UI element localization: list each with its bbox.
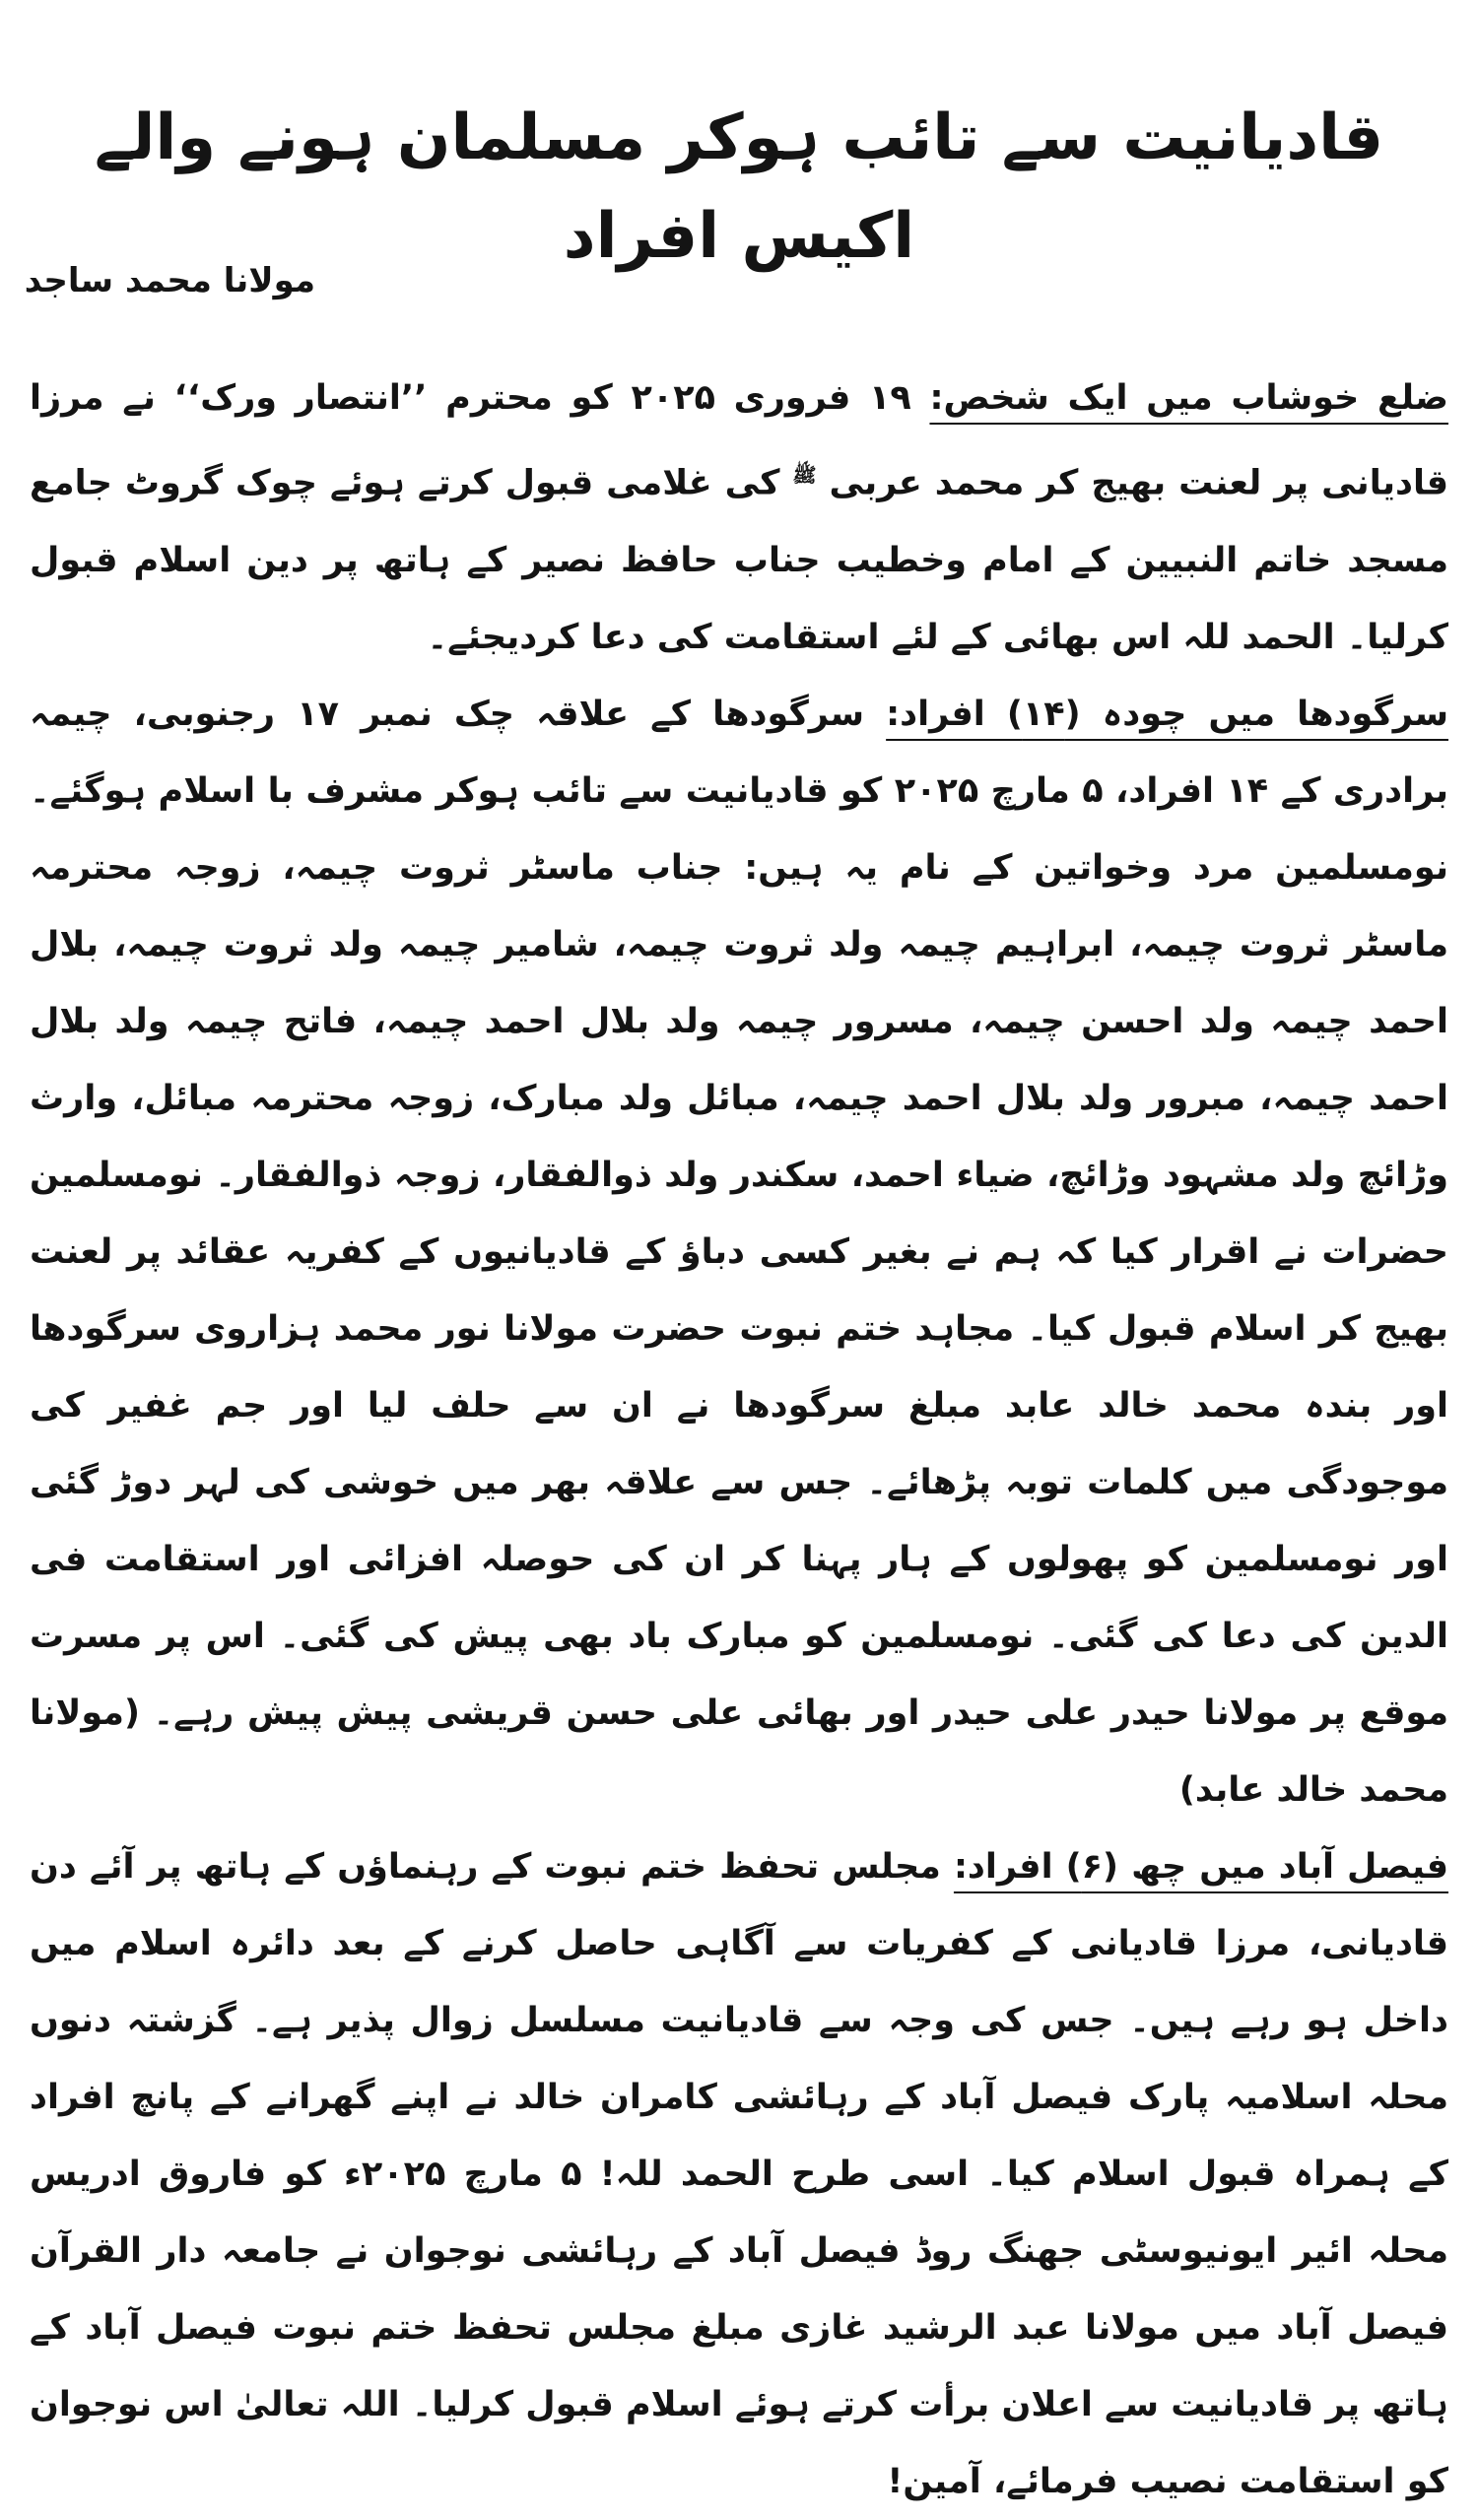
section-heading-khushab: ضلع خوشاب میں ایک شخص: [929,378,1448,418]
salawat-symbol: ﷺ [792,463,817,487]
section-heading-sargodha: سرگودھا میں چودہ (۱۴) افراد: [886,694,1448,734]
paragraph-text: ۱۹ فروری ۲۰۲۵ کو محترم ’’انتصار ورک‘‘ نے مرزا قادیانی پر لعنت بھیج کر محمد عربی [30,378,1448,503]
paragraph-text: کی غلامی قبول کرتے ہوئے چوک گروٹ جامع مسجد خاتم النبیین کے امام وخطیب جناب حافظ نصیر کے ہاتھ پر دین اسلام قبول کرلیا۔ الحمد للہ اس بھائی کے لئے استقامت کی دعا کردیجئے۔ [30,463,1448,657]
paragraph-sargodha [30,676,1448,1828]
paragraph-faisalabad [30,1828,1448,2520]
author-name: مولانا محمد ساجد [24,261,315,300]
section-heading-faisalabad: فیصل آباد میں چھ (۶) افراد: [953,1846,1448,1887]
paragraph-khushab [30,360,1448,676]
paragraph-text: مجلس تحفظ ختم نبوت کے رہنماؤں کے ہاتھ پر آئے دن قادیانی، مرزا قادیانی کے کفریات سے آگاہی حاصل کرنے کے بعد دائرہ اسلام میں داخل ہو رہے ہیں۔ جس کی وجہ سے قادیانیت مسلسل زوال پذیر ہے۔ گزشتہ دنوں محلہ اسلامیہ پارک فیصل آباد کے رہائشی کامران خالد نے اپنے گھرانے کے پانچ افراد کے ہمراہ قبول اسلام کیا۔ اسی طرح الحمد للہ! ۵ مارچ ۲۰۲۵ء کو فاروق ادریس محلہ ائیر ایونیوسٹی جھنگ روڈ فیصل آباد کے رہائشی نوجوان نے جامعہ دار القرآن فیصل آباد میں مولانا عبد الرشید غازی مبلغ مجلس تحفظ ختم نبوت فیصل آباد کے ہاتھ پر قادیانیت سے اعلان برأت کرتے ہوئے اسلام قبول کرلیا۔ اللہ تعالیٰ اس نوجوان کو استقامت نصیب فرمائے، آمین! [30,1846,1448,2501]
article-body [30,360,1448,2520]
paragraph-text: سرگودھا کے علاقہ چک نمبر ۱۷ رجنوبی، چیمہ برادری کے ۱۴ افراد، ۵ مارچ ۲۰۲۵ کو قادیانیت سے تائب ہوکر مشرف با اسلام ہوگئے۔ نومسلمین مرد وخواتین کے نام یہ ہیں: جناب ماسٹر ثروت چیمہ، زوجہ محترمہ ماسٹر ثروت چیمہ، ابراہیم چیمہ ولد ثروت چیمہ، شامیر چیمہ ولد ثروت چیمہ، بلال احمد چیمہ ولد احسن چیمہ، مسرور چیمہ ولد بلال احمد چیمہ، فاتح چیمہ ولد بلال احمد چیمہ، مبرور ولد بلال احمد چیمہ، مبائل ولد مبارک، زوجہ محترمہ مبائل، وارث وڑائچ ولد مشہود وڑائچ، ضیاء احمد، سکندر ولد ذوالفقار، زوجہ ذوالفقار۔ نومسلمین حضرات نے اقرار کیا کہ ہم نے بغیر کسی دباؤ کے قادیانیوں کے کفریہ عقائد پر لعنت بھیج کر اسلام قبول کیا۔ مجاہد ختم نبوت حضرت مولانا نور محمد ہزاروی سرگودھا اور بندہ محمد خالد عابد مبلغ سرگودھا نے ان سے حلف لیا اور جم غفیر کی موجودگی میں کلمات توبہ پڑھائے۔ جس سے علاقہ بھر میں خوشی کی لہر دوڑ گئی اور نومسلمین کو پھولوں کے ہار پہنا کر ان کی حوصلہ افزائی اور استقامت فی الدین کی دعا کی گئی۔ نومسلمین کو مبارک باد بھی پیش کی گئی۔ اس پر مسرت موقع پر مولانا حیدر علی حیدر اور بھائی علی حسن قریشی پیش پیش رہے۔ [30,694,1449,1733]
signature: (مولانا محمد خالد عابد) [30,1692,1448,1810]
article-title: قادیانیت سے تائب ہوکر مسلمان ہونے والے اکیس افراد [94,101,1384,273]
